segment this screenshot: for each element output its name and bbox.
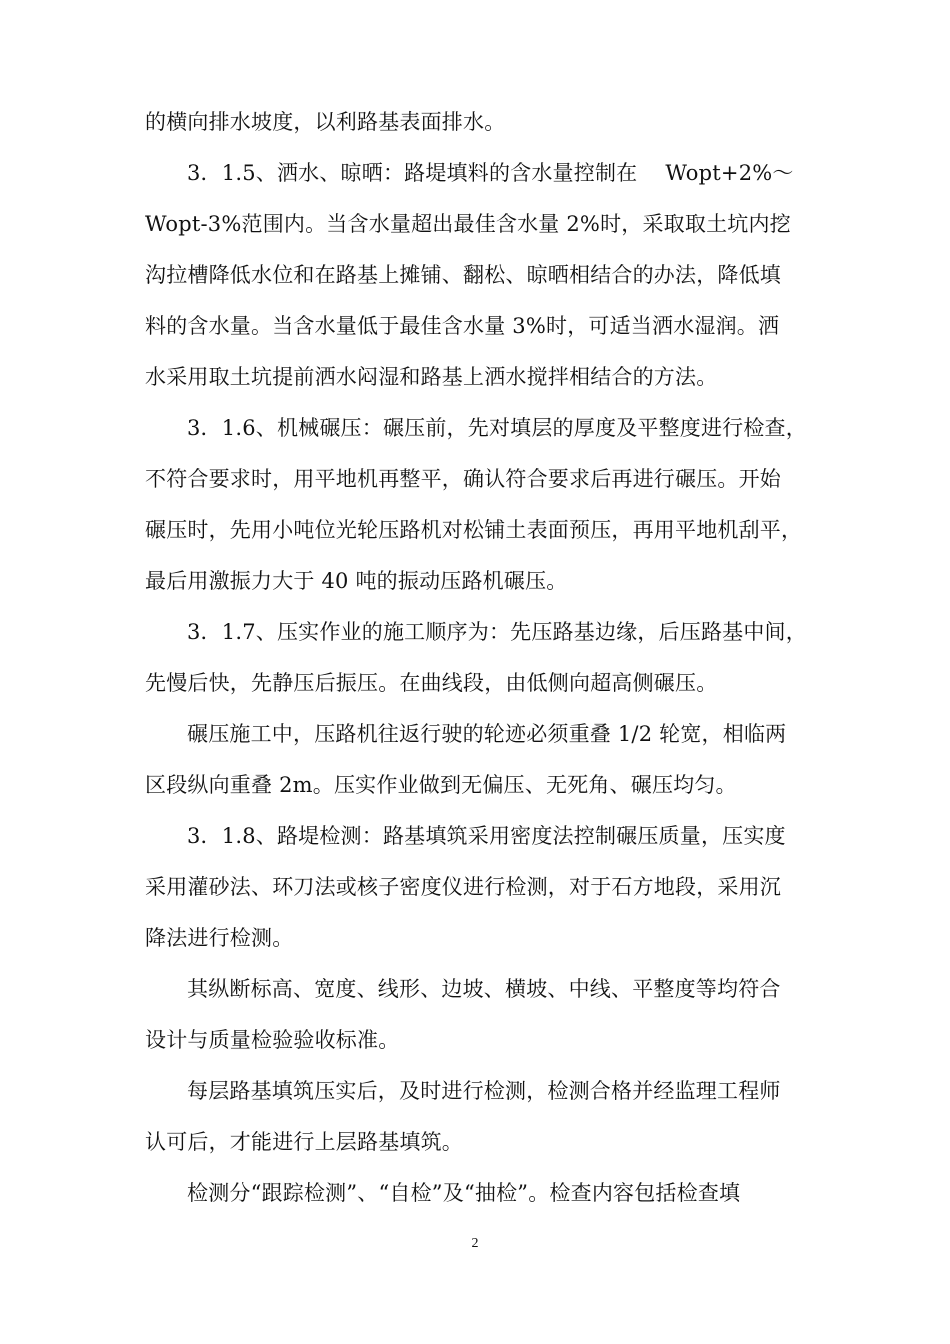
page-number: 2	[471, 1236, 479, 1251]
text-line: 3．1.7、压实作业的施工顺序为：先压路基边缘，后压路基中间，	[187, 620, 807, 644]
body-text	[145, 97, 815, 1219]
text-line: 不符合要求时，用平地机再整平，确认符合要求后再进行碾压。开始	[145, 467, 781, 491]
text-line: 区段纵向重叠 2m。压实作业做到无偏压、无死角、碾压均匀。	[145, 773, 737, 797]
text-line: 的横向排水坡度，以利路基表面排水。	[145, 110, 506, 134]
text-line: 每层路基填筑压实后，及时进行检测，检测合格并经监理工程师	[187, 1079, 781, 1103]
text-line: 降法进行检测。	[145, 926, 294, 950]
text-line: 其纵断标高、宽度、线形、边坡、横坡、中线、平整度等均符合	[187, 977, 781, 1001]
text-line: 3．1.5、洒水、晾晒：路堤填料的含水量控制在 Wopt+2%～	[187, 161, 794, 185]
text-line: 设计与质量检验验收标准。	[145, 1028, 400, 1052]
text-line: 检测分“跟踪检测”、“自检”及“抽检”。检查内容包括检查填	[187, 1181, 741, 1205]
text-line: 3．1.6、机械碾压：碾压前，先对填层的厚度及平整度进行检查，	[187, 416, 807, 440]
text-line: 采用灌砂法、环刀法或核子密度仪进行检测，对于石方地段，采用沉	[145, 875, 781, 899]
text-line: 沟拉槽降低水位和在路基上摊铺、翻松、晾晒相结合的办法，降低填	[145, 263, 781, 287]
text-line: 碾压施工中，压路机往返行驶的轮迹必须重叠 1/2 轮宽，相临两	[187, 722, 787, 746]
text-line: 最后用激振力大于 40 吨的振动压路机碾压。	[145, 569, 568, 593]
text-line: 先慢后快，先静压后振压。在曲线段，由低侧向超高侧碾压。	[145, 671, 718, 695]
text-line: 认可后，才能进行上层路基填筑。	[145, 1130, 463, 1154]
text-line: Wopt-3%范围内。当含水量超出最佳含水量 2%时，采取取土坑内挖	[145, 212, 791, 236]
text-line: 3．1.8、路堤检测：路基填筑采用密度法控制碾压质量，压实度	[187, 824, 786, 848]
text-line: 水采用取土坑提前洒水闷湿和路基上洒水搅拌相结合的方法。	[145, 365, 718, 389]
text-line: 碾压时，先用小吨位光轮压路机对松铺土表面预压，再用平地机刮平，	[145, 518, 803, 542]
text-line: 料的含水量。当含水量低于最佳含水量 3%时，可适当洒水湿润。洒	[145, 314, 780, 338]
